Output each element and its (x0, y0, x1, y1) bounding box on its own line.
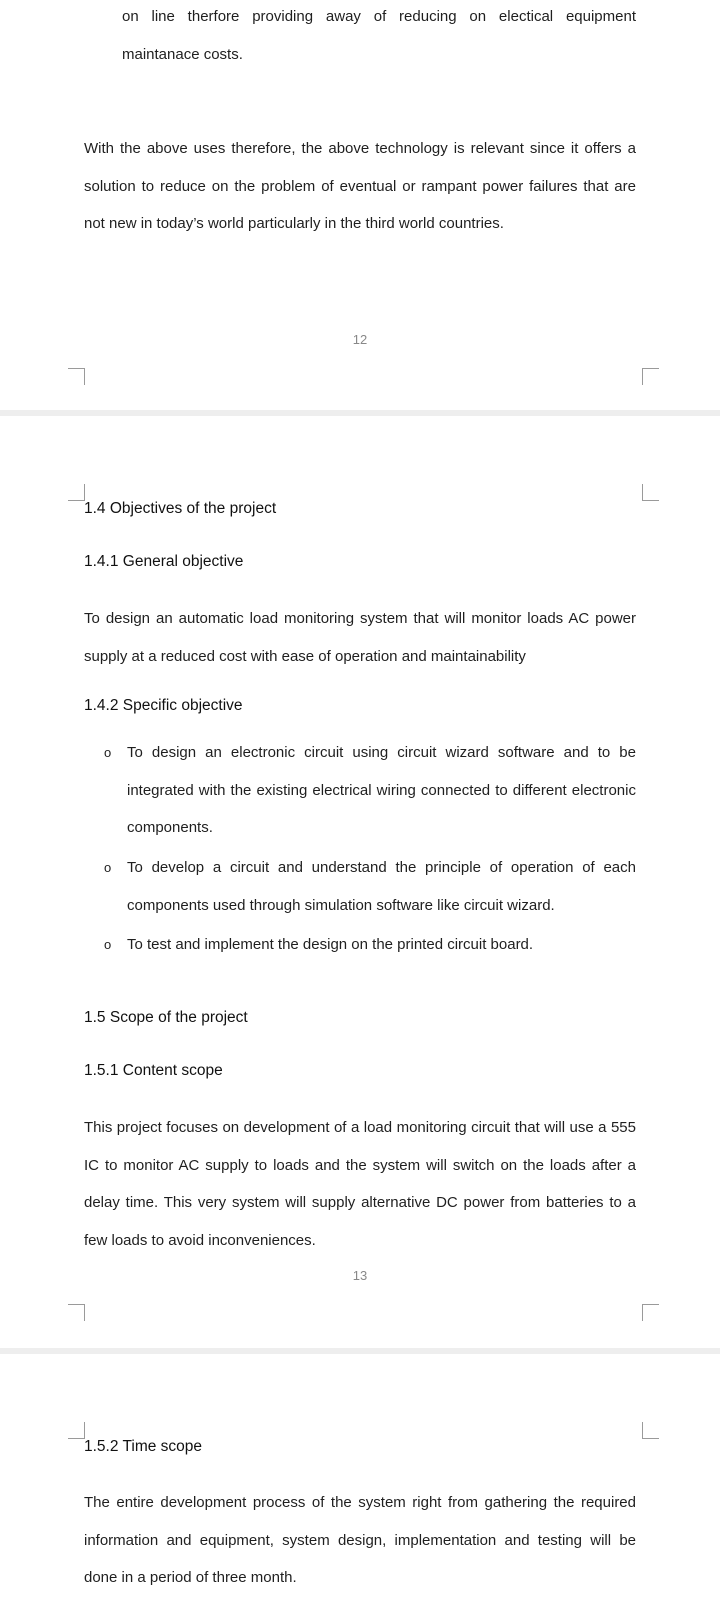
time-scope-paragraph: The entire development process of the system right from gathering the required information and equipment, system design, implementation and testing will be done in a period of three month. (84, 1494, 636, 1587)
bullet-icon: o (104, 937, 112, 952)
list-item-text: To develop a circuit and understand the principle of operation of each components used through simulation software like circuit wizard. (127, 859, 636, 914)
page-12 (0, 0, 720, 410)
page-number: 12 (352, 332, 368, 347)
relevance-paragraph: With the above uses therefore, the above technology is relevant since it offers a solution to reduce on the problem of eventual or rampant power failures that are not new in today’s world particularly in the third world countries. (84, 140, 636, 233)
page-13 (0, 416, 720, 1352)
margin-corner-mark (642, 1422, 659, 1439)
bullet-icon: o (104, 745, 112, 760)
margin-corner-mark (68, 1422, 85, 1439)
heading-scope: 1.5 Scope of the project (84, 1009, 248, 1026)
heading-specific-objective: 1.4.2 Specific objective (84, 697, 243, 714)
margin-corner-mark (642, 1304, 659, 1321)
heading-time-scope: 1.5.2 Time scope (84, 1438, 203, 1455)
margin-corner-mark (68, 484, 85, 501)
heading-content-scope: 1.5.1 Content scope (84, 1062, 223, 1079)
bullet-icon: o (104, 860, 112, 875)
heading-objectives: 1.4 Objectives of the project (84, 500, 277, 517)
margin-corner-mark (642, 368, 659, 385)
page-number: 13 (352, 1268, 368, 1283)
heading-general-objective: 1.4.1 General objective (84, 553, 244, 570)
margin-corner-mark (642, 484, 659, 501)
page-14 (0, 1354, 720, 1600)
general-objective-paragraph: To design an automatic load monitoring system that will monitor loads AC power supply at a reduced cost with ease of operation and maintainability (84, 610, 636, 665)
margin-corner-mark (68, 368, 85, 385)
list-item-text: To design an electronic circuit using circuit wizard software and to be integrated with the existing electrical wiring connected to different electronic components. (127, 744, 636, 837)
continuation-paragraph: on line therfore providing away of reducing on electical equipment maintanace costs. (122, 8, 636, 63)
content-scope-paragraph: This project focuses on development of a load monitoring circuit that will use a 555 IC to monitor AC supply to loads and the system will switch on the loads after a delay time. This very system will supply alternative DC power from batteries to a few loads to avoid inconveniences. (84, 1119, 636, 1250)
list-item-text: To test and implement the design on the printed circuit board. (127, 936, 534, 953)
margin-corner-mark (68, 1304, 85, 1321)
